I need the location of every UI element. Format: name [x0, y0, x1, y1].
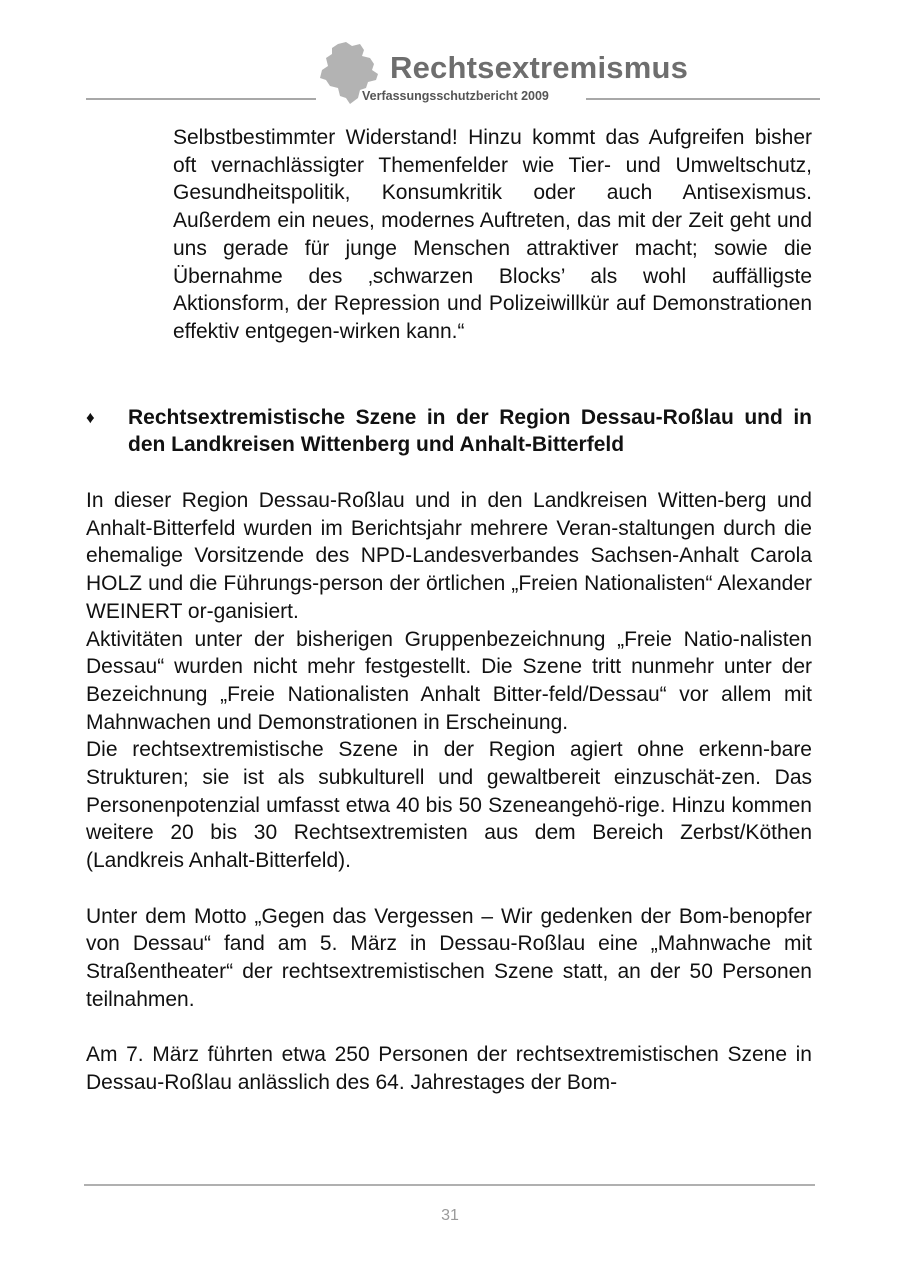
section-heading — [86, 404, 812, 458]
paragraph: Am 7. März führten etwa 250 Personen der rechtsextremistischen Szene in Dessau-Roßlau anlässlich des 64. Jahrestages der Bom- — [86, 1043, 812, 1094]
header-subtitle: Verfassungsschutzbericht 2009 — [362, 89, 549, 103]
paragraph: Unter dem Motto „Gegen das Vergessen – Wir gedenken der Bom-benopfer von Dessau“ fand am 5. März in Dessau-Roßlau eine „Mahnwache mit Straßentheater“ der rechtsextremistischen Szene statt, an der 50 Personen teilnahmen. — [86, 904, 812, 1011]
paragraph: Aktivitäten unter der bisherigen Gruppenbezeichnung „Freie Natio-nalisten Dessau“ wurden nicht mehr festgestellt. Die Szene tritt nunmehr unter der Bezeichnung „Freie Nationalisten Anhalt Bitter-feld/Dessau“ vor allem mit Mahnwachen und Demonstrationen in Erscheinung. — [86, 627, 812, 734]
footer-rule — [84, 1184, 815, 1186]
header-rule-right — [586, 98, 820, 100]
header-rule-left — [86, 98, 316, 100]
header-title: Rechtsextremismus — [390, 50, 689, 85]
paragraph: In dieser Region Dessau-Roßlau und in den Landkreisen Witten-berg und Anhalt-Bitterfeld wurden im Berichtsjahr mehrere Veran-staltungen durch die ehemalige Vorsitzende des NPD-Landesverbandes Sachsen-Anhalt Carola HOLZ und die Führungs-person der örtlichen „Freien Nationalisten“ Alexander WEINERT or-ganisiert. — [86, 489, 812, 623]
section-heading-text: Rechtsextremistische Szene in der Region Dessau-Roßlau und in den Landkreisen Wittenberg und Anhalt-Bitterfeld — [128, 406, 812, 456]
page-number: 31 — [441, 1207, 459, 1224]
diamond-bullet-icon: ♦ — [86, 408, 95, 427]
paragraph: Die rechtsextremistische Szene in der Region agiert ohne erkenn-bare Strukturen; sie ist als subkulturell und gewaltbereit einzuschät-zen. Das Personenpotenzial umfasst etwa 40 bis 50 Szeneangehö-rige. Hinzu kommen weitere 20 bis 30 Rechtsextremisten aus dem Bereich Zerbst/Köthen (Landkreis Anhalt-Bitterfeld). — [86, 738, 812, 873]
body-text — [86, 487, 812, 1096]
quote-paragraph: Selbstbestimmter Widerstand! Hinzu kommt das Aufgreifen bisher oft vernachlässigter Themenfelder wie Tier- und Umweltschutz, Gesundheitspolitik, Konsumkritik oder auch Antisexismus. Außerdem ein neues, modernes Auftreten, das mit der Zeit geht und uns gerade für junge Menschen attraktiver macht; sowie die Übernahme des ‚schwarzen Blocks’ als wohl auffälligste Aktionsform, der Repression und Polizeiwillkür auf Demonstrationen effektiv entgegen-wirken kann.“ — [173, 126, 812, 343]
